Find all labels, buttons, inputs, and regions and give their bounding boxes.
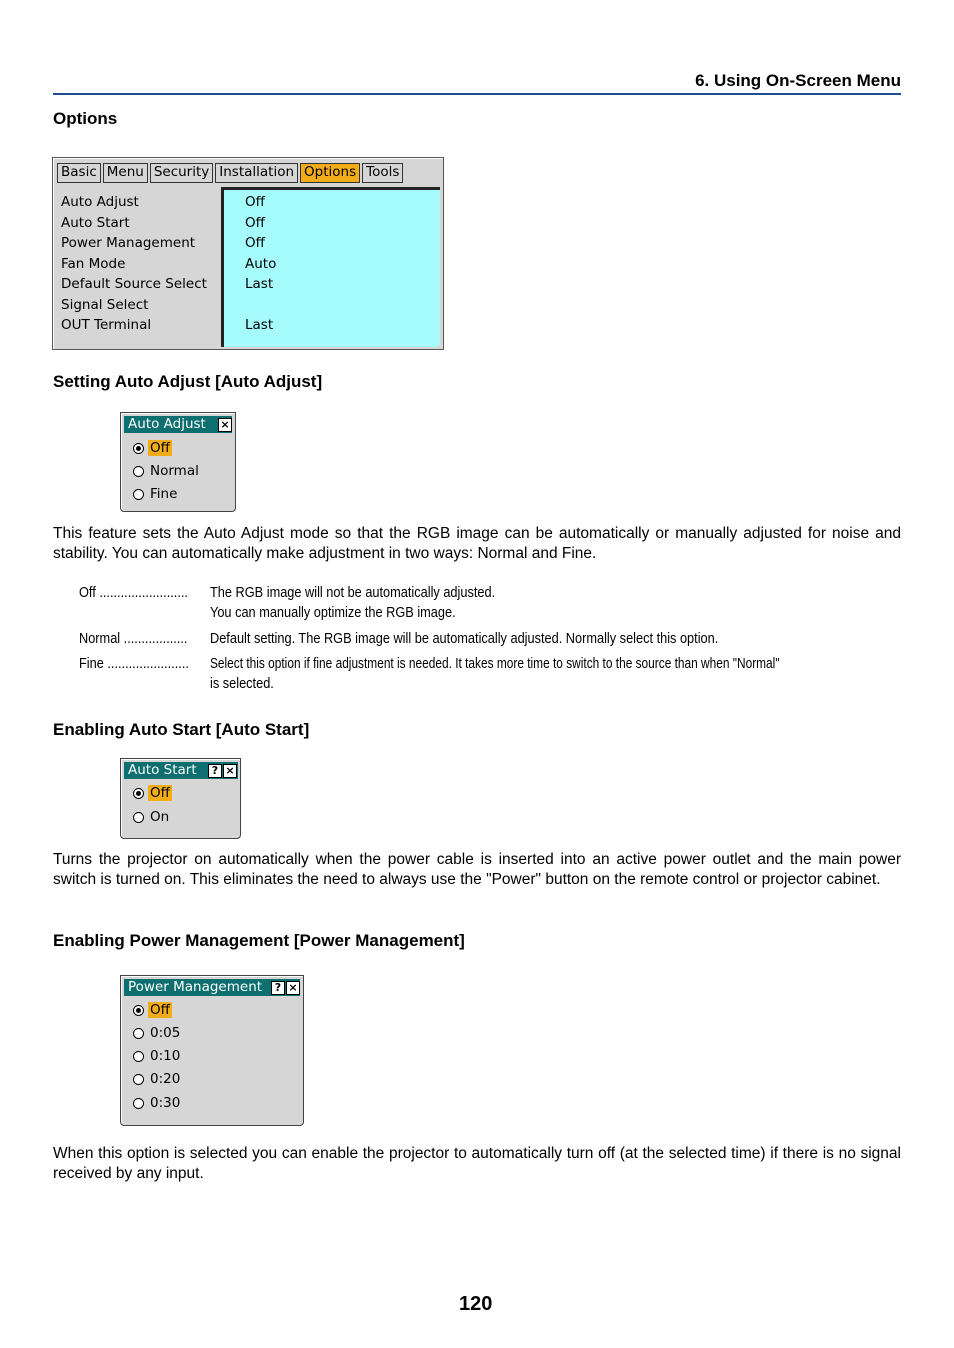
menu-item-fan-mode[interactable]: Fan Mode bbox=[61, 256, 126, 272]
auto-start-dialog bbox=[120, 758, 241, 839]
menu-item-labels bbox=[57, 188, 221, 348]
option-label: 0:20 bbox=[150, 1071, 181, 1087]
radio-selected-icon[interactable] bbox=[133, 788, 144, 799]
dialog-title-bar bbox=[124, 762, 238, 779]
radio-icon[interactable] bbox=[133, 1051, 144, 1062]
radio-option-off[interactable] bbox=[133, 439, 172, 457]
definition-desc-off-2: You can manually optimize the RGB image. bbox=[210, 605, 456, 621]
menu-value-power-management: Off bbox=[245, 235, 265, 251]
auto-adjust-heading: Setting Auto Adjust [Auto Adjust] bbox=[53, 372, 323, 391]
close-icon[interactable]: × bbox=[218, 418, 232, 432]
radio-option-0-05[interactable] bbox=[133, 1024, 182, 1042]
help-icon[interactable]: ? bbox=[208, 764, 222, 778]
tab-installation[interactable]: Installation bbox=[215, 163, 298, 183]
menu-value-fan-mode: Auto bbox=[245, 256, 277, 272]
radio-icon[interactable] bbox=[133, 466, 144, 477]
definition-term-normal: Normal .................. bbox=[79, 631, 188, 647]
options-heading: Options bbox=[53, 109, 118, 128]
dialog-title-bar bbox=[124, 979, 300, 996]
option-label: Normal bbox=[150, 463, 199, 479]
tab-options[interactable]: Options bbox=[300, 163, 360, 183]
option-label: Off bbox=[150, 785, 170, 801]
menu-value-auto-start: Off bbox=[245, 215, 265, 231]
chapter-title: 6. Using On-Screen Menu bbox=[695, 71, 901, 90]
close-icon[interactable]: × bbox=[223, 764, 237, 778]
option-label: 0:10 bbox=[150, 1048, 181, 1064]
menu-item-out-terminal[interactable]: OUT Terminal bbox=[61, 317, 152, 333]
definition-desc-off-1: The RGB image will not be automatically adjusted. bbox=[210, 585, 496, 601]
option-label: 0:30 bbox=[150, 1095, 181, 1111]
option-label: Off bbox=[150, 440, 170, 456]
menu-item-auto-adjust[interactable]: Auto Adjust bbox=[61, 194, 139, 210]
radio-icon[interactable] bbox=[133, 489, 144, 500]
dialog-title: Auto Adjust bbox=[128, 416, 206, 432]
dialog-title-bar bbox=[124, 416, 232, 433]
header-rule bbox=[53, 93, 901, 95]
auto-start-heading: Enabling Auto Start [Auto Start] bbox=[53, 720, 310, 739]
menu-values-panel bbox=[221, 187, 440, 347]
auto-adjust-description: This feature sets the Auto Adjust mode so that the RGB image can be automatically or manually adjusted for noise and stability. You can automatically make adjustment in two ways: Normal and Fine. bbox=[53, 525, 901, 562]
radio-icon[interactable] bbox=[133, 812, 144, 823]
option-label: Fine bbox=[150, 486, 178, 502]
definition-desc-fine-2: is selected. bbox=[210, 676, 274, 692]
power-management-heading: Enabling Power Management [Power Management] bbox=[53, 931, 465, 950]
power-management-dialog bbox=[120, 975, 304, 1126]
radio-icon[interactable] bbox=[133, 1028, 144, 1039]
tab-security[interactable]: Security bbox=[150, 163, 213, 183]
definition-term-fine: Fine ....................... bbox=[79, 656, 189, 672]
dialog-title: Auto Start bbox=[128, 762, 197, 778]
radio-option-off[interactable] bbox=[133, 784, 172, 802]
radio-option-0-30[interactable] bbox=[133, 1094, 182, 1112]
menu-tabs bbox=[57, 163, 405, 184]
tab-menu[interactable]: Menu bbox=[103, 163, 148, 183]
radio-selected-icon[interactable] bbox=[133, 443, 144, 454]
radio-option-fine[interactable] bbox=[133, 485, 179, 503]
radio-icon[interactable] bbox=[133, 1074, 144, 1085]
menu-item-auto-start[interactable]: Auto Start bbox=[61, 215, 130, 231]
radio-option-on[interactable] bbox=[133, 808, 171, 826]
definition-desc-normal: Default setting. The RGB image will be automatically adjusted. Normally select this option. bbox=[210, 631, 719, 647]
dialog-title: Power Management bbox=[128, 979, 263, 995]
power-management-description: When this option is selected you can enable the projector to automatically turn off (at the selected time) if there is no signal received by any input. bbox=[53, 1145, 901, 1182]
radio-option-off[interactable] bbox=[133, 1001, 172, 1019]
menu-value-default-source-select: Last bbox=[245, 276, 274, 292]
option-label: 0:05 bbox=[150, 1025, 181, 1041]
radio-option-0-20[interactable] bbox=[133, 1070, 182, 1088]
tab-tools[interactable]: Tools bbox=[362, 163, 403, 183]
menu-item-signal-select[interactable]: Signal Select bbox=[61, 297, 149, 313]
menu-item-power-management[interactable]: Power Management bbox=[61, 235, 196, 251]
radio-option-0-10[interactable] bbox=[133, 1047, 182, 1065]
menu-value-out-terminal: Last bbox=[245, 317, 274, 333]
option-label: Off bbox=[150, 1002, 170, 1018]
radio-icon[interactable] bbox=[133, 1098, 144, 1109]
auto-start-description: Turns the projector on automatically when the power cable is inserted into an active power outlet and the main power switch is turned on. This eliminates the need to always use the "Power" button on the remote control or projector cabinet. bbox=[53, 851, 901, 888]
tab-basic[interactable]: Basic bbox=[57, 163, 101, 183]
definition-desc-fine-1: Select this option if fine adjustment is needed. It takes more time to switch to the source than when "Normal" bbox=[210, 656, 780, 672]
auto-adjust-dialog bbox=[120, 412, 236, 512]
close-icon[interactable]: × bbox=[286, 981, 300, 995]
radio-option-normal[interactable] bbox=[133, 462, 201, 480]
options-menu-panel bbox=[52, 157, 444, 350]
definition-term-off: Off ......................... bbox=[79, 585, 188, 601]
option-label: On bbox=[150, 809, 170, 825]
menu-value-auto-adjust: Off bbox=[245, 194, 265, 210]
menu-item-default-source-select[interactable]: Default Source Select bbox=[61, 276, 207, 292]
help-icon[interactable]: ? bbox=[271, 981, 285, 995]
page-number: 120 bbox=[459, 1293, 493, 1315]
radio-selected-icon[interactable] bbox=[133, 1005, 144, 1016]
